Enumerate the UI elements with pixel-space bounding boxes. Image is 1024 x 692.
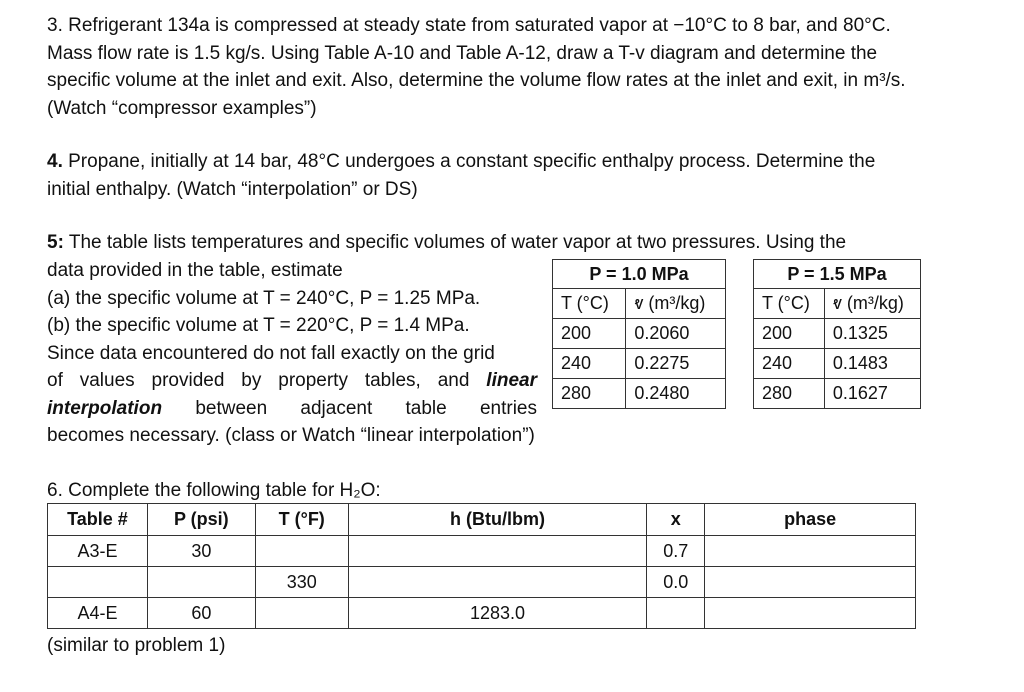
column-header: T (°F) (255, 504, 348, 536)
problem-5-line: interpolation between adjacent table entries (47, 397, 538, 419)
column-header-specific-volume: ⱴ (m³/kg) (824, 289, 920, 319)
problem-5-line: (b) the specific volume at T = 220°C, P = 1.4 MPa. (47, 315, 470, 336)
problem-6-title: 6. Complete the following table for H₂O: (47, 480, 381, 501)
column-header-temperature: T (°C) (553, 289, 626, 319)
problem-5-line: (a) the specific volume at T = 240°C, P = 1.25 MPa. (47, 287, 481, 309)
problem-4 (47, 148, 917, 203)
table-row: 200 0.2060 (553, 319, 726, 349)
table-row: A3-E 30 0.7 (48, 536, 916, 567)
table-row: 240 0.2275 (553, 349, 726, 379)
problem-5-head-text: The table lists temperatures and specific volumes of water vapor at two pressures. Using the (63, 232, 847, 253)
problem-5-body (47, 257, 537, 422)
problem-3 (47, 12, 917, 122)
table-row: A4-E 60 1283.0 (48, 598, 916, 629)
problem-5-line: Since data encountered do not fall exactly on the grid (47, 342, 495, 364)
table-row: 280 0.2480 (553, 379, 726, 409)
table-p-1-5-mpa (753, 259, 921, 409)
problem-5-heading (47, 229, 947, 257)
table-title: P = 1.5 MPa (754, 260, 921, 289)
column-header-temperature: T (°C) (754, 289, 825, 319)
table-p-1-0-mpa (552, 259, 726, 409)
problem-3-text: 3. Refrigerant 134a is compressed at steady state from saturated vapor at −10°C to 8 bar, and 80°C. Mass flow rate is 1.5 kg/s. Using Table A-10 and Table A-12, draw a T-v diagram and determine the specific volume at the inlet and exit. Also, determine the volume flow rates at the inlet and exit, in m³/s. (Watch “compressor examples”) (47, 15, 906, 119)
problem-5-line: data provided in the table, estimate (47, 260, 343, 281)
table-row: 330 0.0 (48, 567, 916, 598)
problem-4-number: 4. (47, 151, 63, 172)
column-header: x (647, 504, 705, 536)
table-row: 280 0.1627 (754, 379, 921, 409)
column-header: phase (705, 504, 916, 536)
emphasis-linear: linear (486, 370, 537, 391)
table-title: P = 1.0 MPa (553, 260, 726, 289)
problem-5-line: of values provided by property tables, and linear (47, 370, 537, 391)
table-row: 200 0.1325 (754, 319, 921, 349)
problem-5-tail: becomes necessary. (class or Watch “linear interpolation”) (47, 425, 535, 446)
table-header-row (48, 504, 916, 536)
column-header-specific-volume: ⱴ (m³/kg) (626, 289, 726, 319)
problem-6-note: (similar to problem 1) (47, 635, 226, 656)
column-header: Table # (48, 504, 148, 536)
table-row: 240 0.1483 (754, 349, 921, 379)
h2o-properties-table (47, 503, 916, 629)
problem-4-text: Propane, initially at 14 bar, 48°C undergoes a constant specific enthalpy process. Determine the initial enthalpy. (Watch “interpolation” or DS) (47, 151, 876, 200)
column-header: h (Btu/lbm) (348, 504, 647, 536)
column-header: P (psi) (147, 504, 255, 536)
problem-5-number: 5: (47, 232, 64, 253)
emphasis-interpolation: interpolation (47, 397, 163, 419)
